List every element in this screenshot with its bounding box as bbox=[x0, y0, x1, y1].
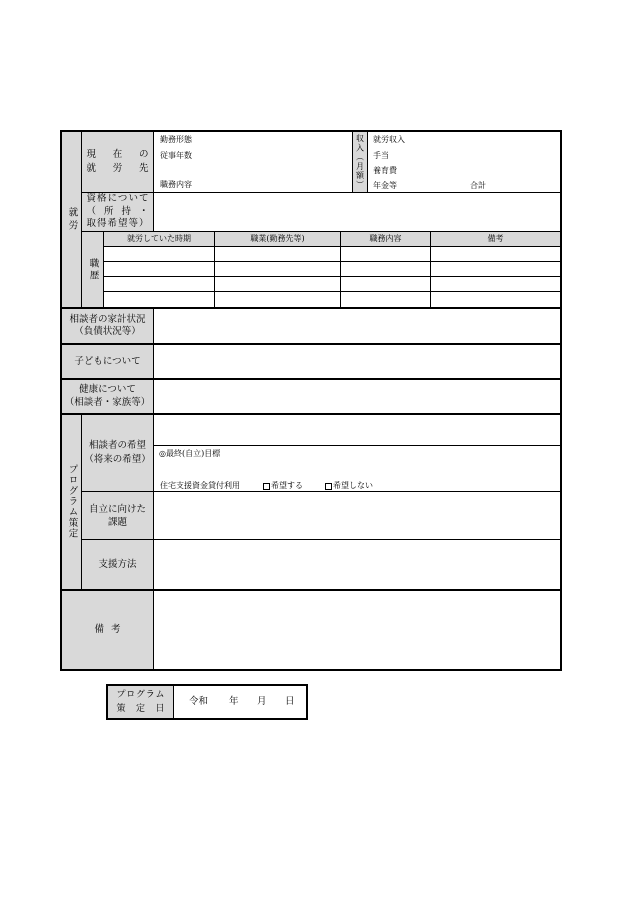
current-job-label-line-1: 現在の bbox=[86, 149, 149, 160]
work-history-col-occupation-text: 職業(勤務先等) bbox=[250, 234, 305, 243]
qualifications-label-line-1: 資格について bbox=[86, 193, 149, 205]
section-divider bbox=[61, 378, 561, 380]
household-finances-label-cell bbox=[61, 307, 154, 344]
program-date-label-cell bbox=[107, 685, 174, 719]
date-era: 令和 bbox=[189, 696, 209, 707]
support-method-label-cell bbox=[81, 539, 154, 590]
work-history-cell-notes[interactable] bbox=[430, 276, 561, 292]
option-want-label: 希望する bbox=[271, 481, 303, 490]
remarks-label-cell bbox=[61, 589, 154, 670]
work-history-label-cell bbox=[81, 231, 104, 308]
option-not-want-label: 希望しない bbox=[333, 481, 373, 490]
work-history-cell-duties[interactable] bbox=[340, 261, 431, 277]
current-job-details-field[interactable] bbox=[153, 131, 353, 193]
independence-challenges-label-cell bbox=[81, 491, 154, 540]
work-history-header-row bbox=[103, 231, 561, 247]
support-method-label: 支援方法 bbox=[98, 559, 137, 570]
work-history-col-occupation-header bbox=[214, 231, 341, 247]
work-history-cell-period[interactable] bbox=[103, 246, 215, 262]
household-finances-label-line-2: （負債状況等） bbox=[74, 325, 141, 337]
pension-label: 年金等 bbox=[373, 181, 397, 190]
allowance-label: 手当 bbox=[373, 151, 389, 160]
current-job-label-line-2: 就労先 bbox=[86, 163, 149, 174]
housing-loan-option-want[interactable] bbox=[263, 481, 303, 491]
support-method-field[interactable] bbox=[153, 539, 561, 590]
independence-challenges-field[interactable] bbox=[153, 491, 561, 540]
work-history-col-notes-header bbox=[430, 231, 561, 247]
children-label: 子どもについて bbox=[74, 355, 141, 367]
work-history-cell-notes[interactable] bbox=[430, 246, 561, 262]
children-label-cell bbox=[61, 343, 154, 379]
work-history-row bbox=[103, 261, 561, 277]
date-year-unit: 年 bbox=[229, 696, 239, 707]
monthly-income-field[interactable] bbox=[367, 131, 561, 193]
work-history-col-duties-text: 職務内容 bbox=[369, 234, 402, 243]
qualifications-label-line-2: （所持・ bbox=[86, 205, 149, 217]
work-history-col-period-text: 就労していた時期 bbox=[127, 234, 191, 243]
qualifications-label-line-3: 取得希望等） bbox=[86, 218, 149, 230]
date-day-unit: 日 bbox=[285, 696, 295, 707]
work-history-cell-duties[interactable] bbox=[340, 291, 431, 308]
client-wishes-label-line-2: （将来の希望） bbox=[84, 453, 151, 465]
household-finances-label-line-1: 相談者の家計状況 bbox=[69, 313, 146, 325]
work-history-cell-occupation[interactable] bbox=[214, 261, 341, 277]
remarks-label: 備考 bbox=[94, 624, 121, 635]
children-field[interactable] bbox=[153, 343, 561, 379]
work-history-row bbox=[103, 276, 561, 292]
housing-loan-option-not-want[interactable] bbox=[325, 481, 373, 491]
section-divider bbox=[61, 343, 561, 345]
work-type-label: 勤務形態 bbox=[160, 135, 192, 144]
job-duties-label: 職務内容 bbox=[160, 180, 192, 189]
income-total-label: 合計 bbox=[470, 181, 486, 190]
work-history-col-notes-text: 備考 bbox=[487, 234, 504, 243]
section-divider bbox=[61, 589, 561, 591]
child-support-label: 養育費 bbox=[373, 166, 397, 175]
work-history-cell-period[interactable] bbox=[103, 261, 215, 277]
client-wishes-label-line-1: 相談者の希望 bbox=[88, 439, 146, 451]
date-month-unit: 月 bbox=[257, 696, 267, 707]
employment-income-label: 就労収入 bbox=[373, 135, 405, 144]
monthly-income-label: 収入（月額） bbox=[355, 134, 365, 190]
section-divider bbox=[61, 413, 561, 415]
health-label-line-1: 健康について bbox=[79, 384, 136, 395]
work-history-row bbox=[103, 246, 561, 262]
employment-section-label: 就労 bbox=[66, 206, 78, 233]
client-wishes-field[interactable] bbox=[153, 413, 561, 446]
household-finances-field[interactable] bbox=[153, 307, 561, 344]
program-date-label-line-2: 策定日 bbox=[116, 704, 165, 714]
program-section-label-cell bbox=[61, 413, 82, 590]
work-history-col-duties-header bbox=[340, 231, 431, 247]
work-history-label: 職歴 bbox=[87, 257, 99, 282]
qualifications-field[interactable] bbox=[153, 192, 561, 232]
years-employed-label: 従事年数 bbox=[160, 151, 192, 160]
work-history-cell-occupation[interactable] bbox=[214, 246, 341, 262]
remarks-field[interactable] bbox=[153, 589, 561, 670]
program-date-field[interactable] bbox=[173, 685, 307, 719]
checkbox-not-want[interactable] bbox=[325, 483, 332, 490]
work-history-cell-period[interactable] bbox=[103, 291, 215, 308]
employment-section-label-cell bbox=[61, 131, 82, 308]
health-label-cell bbox=[61, 378, 154, 414]
work-history-col-period-header bbox=[103, 231, 215, 247]
client-wishes-label-cell bbox=[81, 413, 154, 492]
current-job-label-cell bbox=[81, 131, 154, 193]
work-history-cell-notes[interactable] bbox=[430, 291, 561, 308]
program-date-label-line-1: プログラム bbox=[116, 690, 165, 700]
work-history-cell-period[interactable] bbox=[103, 276, 215, 292]
work-history-cell-occupation[interactable] bbox=[214, 276, 341, 292]
work-history-cell-duties[interactable] bbox=[340, 246, 431, 262]
qualifications-label-cell bbox=[81, 192, 154, 232]
final-goal-label: ◎最終(自立)目標 bbox=[159, 449, 221, 458]
section-divider bbox=[61, 307, 561, 309]
work-history-row bbox=[103, 291, 561, 308]
work-history-cell-notes[interactable] bbox=[430, 261, 561, 277]
health-label-line-2: （相談者・家族等） bbox=[64, 397, 151, 408]
checkbox-want[interactable] bbox=[263, 483, 270, 490]
health-field[interactable] bbox=[153, 378, 561, 414]
housing-loan-label: 住宅支援資金貸付利用 bbox=[160, 481, 240, 490]
independence-challenges-label-line-1: 自立に向けた bbox=[88, 503, 146, 515]
work-history-cell-duties[interactable] bbox=[340, 276, 431, 292]
work-history-cell-occupation[interactable] bbox=[214, 291, 341, 308]
final-goal-field[interactable] bbox=[153, 445, 561, 492]
independence-challenges-label-line-2: 課題 bbox=[107, 516, 127, 528]
program-section-label: プログラム策定 bbox=[66, 464, 78, 539]
monthly-income-label-cell bbox=[352, 131, 368, 193]
